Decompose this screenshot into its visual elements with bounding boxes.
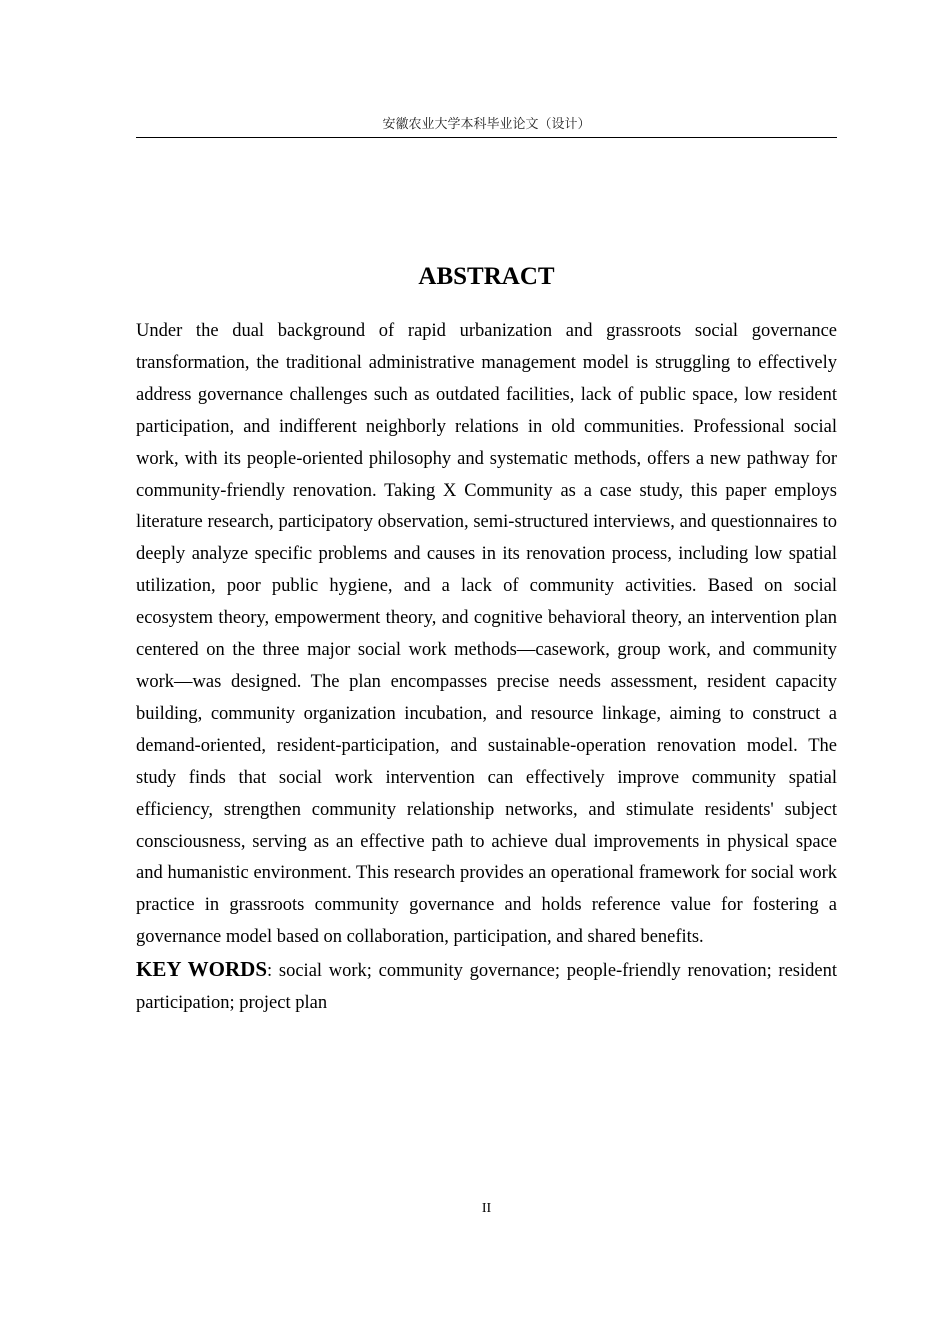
abstract-body: Under the dual background of rapid urbanization and grassroots social governance transformation, the traditional administrative management model is struggling to effectively address governance challenges such as outdated facilities, lack of public space, low resident participation, and indifferent neighborly relations in old communities. Professional social work, with its people-oriented philosophy and systematic methods, offers a new pathway for community-friendly renovation. Taking X Community as a case study, this paper employs literature research, participatory observation, semi-structured interviews, and questionnaires to deeply analyze specific problems and causes in its renovation process, including low spatial utilization, poor public hygiene, and a lack of community activities. Based on social ecosystem theory, empowerment theory, and cognitive behavioral theory, an intervention plan centered on the three major social work methods—casework, group work, and community work—was designed. The plan encompasses precise needs assessment, resident capacity building, community organization incubation, and resource linkage, aiming to construct a demand-oriented, resident-participation, and sustainable-operation renovation model. The study finds that social work intervention can effectively improve community spatial efficiency, strengthen community relationship networks, and stimulate residents' subject consciousness, serving as an effective path to achieve dual improvements in physical space and humanistic environment. This research provides an operational framework for social work practice in grassroots community governance and holds reference value for fostering a governance model based on collaboration, participation, and shared benefits. [136, 321, 837, 948]
running-header: 安徽农业大学本科毕业论文（设计） [382, 117, 591, 132]
keywords-separator: : [267, 961, 279, 981]
page-number: II [481, 1201, 492, 1216]
keywords-text: social work; community governance; people-friendly renovation; resident participation; project plan [136, 961, 837, 1013]
header-rule [136, 137, 837, 138]
abstract-title: ABSTRACT [418, 263, 555, 290]
keywords [136, 953, 837, 1019]
keywords-label: KEY WORDS [136, 957, 268, 981]
